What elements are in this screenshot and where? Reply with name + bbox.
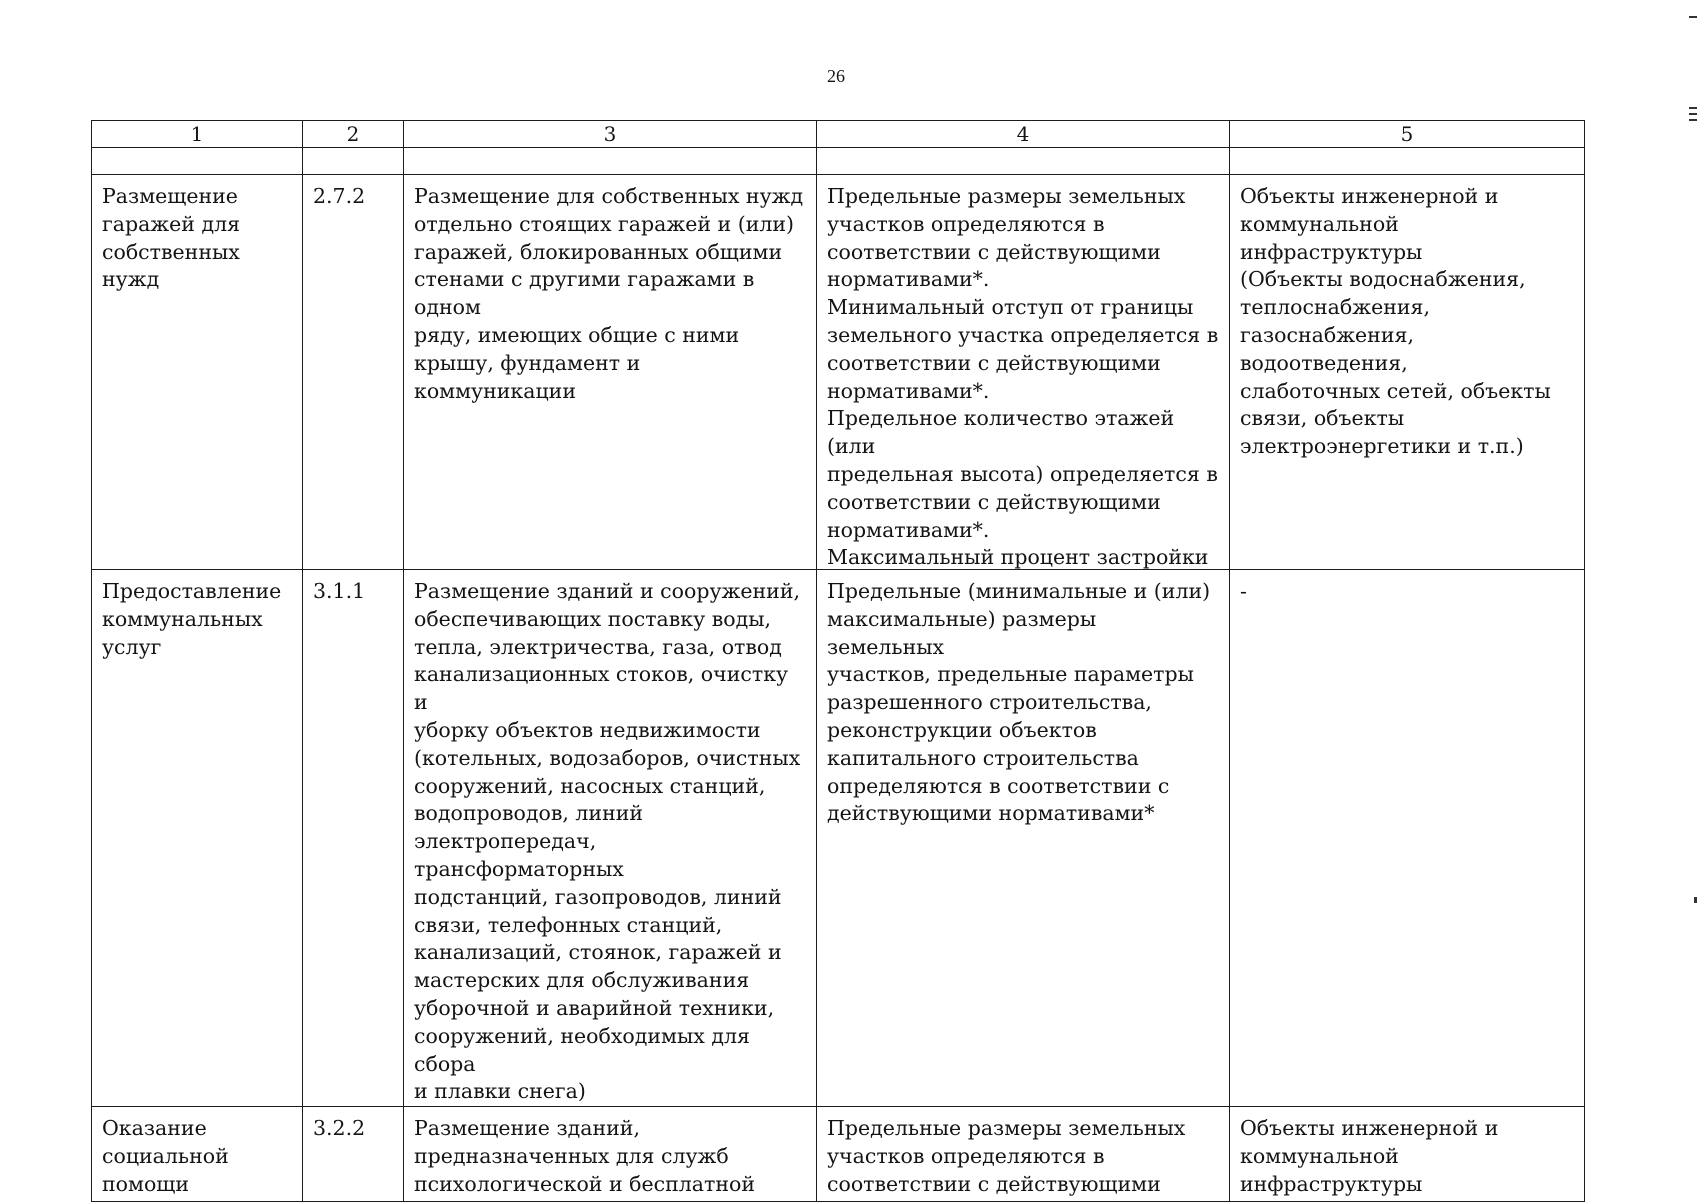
land-use-parameters-cell bbox=[817, 570, 1230, 1107]
land-use-code-cell bbox=[303, 570, 404, 1107]
spacer-row bbox=[92, 148, 1585, 175]
column-header: 3 bbox=[404, 121, 817, 148]
land-use-table bbox=[91, 120, 1585, 1202]
land-use-description-cell bbox=[404, 175, 817, 570]
empty-cell bbox=[92, 148, 303, 175]
land-use-code: 2.7.2 bbox=[313, 184, 366, 208]
land-use-name-cell bbox=[92, 570, 303, 1107]
land-use-parameters-cell bbox=[817, 175, 1230, 570]
page-number: 26 bbox=[827, 66, 845, 86]
land-use-code: 3.2.2 bbox=[313, 1116, 366, 1141]
land-use-description: Размещение для собственных нужд отдельно стоящих гаражей и (или) гаражей, блокированных общими стенами с другими гаражами в одном ряду, имеющих общие с ними крышу, фундамент и коммуникации bbox=[414, 184, 804, 403]
column-header: 5 bbox=[1230, 121, 1585, 148]
auxiliary-uses-cell bbox=[1230, 175, 1585, 570]
land-use-name-cell bbox=[92, 1107, 303, 1202]
land-use-code-cell bbox=[303, 175, 404, 570]
table-row bbox=[92, 570, 1585, 1107]
land-use-code: 3.1.1 bbox=[313, 579, 366, 603]
column-header: 2 bbox=[303, 121, 404, 148]
empty-cell bbox=[404, 148, 817, 175]
land-use-name-cell bbox=[92, 175, 303, 570]
auxiliary-uses: Объекты инженерной и коммунальной инфраструктуры bbox=[1240, 1116, 1499, 1196]
auxiliary-uses: Объекты инженерной и коммунальной инфраструктуры (Объекты водоснабжения, теплоснабжения, газоснабжения, водоотведения, слаботочных сетей, объекты связи, объекты электроэнергетики и т.п.) bbox=[1240, 184, 1551, 459]
land-use-parameters: Предельные размеры земельных участков определяются в соответствии с действующими bbox=[827, 1116, 1186, 1196]
column-header: 1 bbox=[92, 121, 303, 148]
land-use-description-cell bbox=[404, 570, 817, 1107]
auxiliary-uses: - bbox=[1240, 579, 1247, 603]
edge-scan-mark bbox=[1689, 113, 1697, 115]
auxiliary-uses-cell bbox=[1230, 570, 1585, 1107]
land-use-name: Размещение гаражей для собственных нужд bbox=[102, 184, 241, 292]
land-use-name: Оказание социальной помощи bbox=[102, 1116, 229, 1196]
empty-cell bbox=[1230, 148, 1585, 175]
table-row bbox=[92, 1107, 1585, 1202]
edge-scan-mark bbox=[1689, 119, 1697, 121]
land-use-description-cell bbox=[404, 1107, 817, 1202]
land-use-parameters: Предельные (минимальные и (или) максимальные) размеры земельных участков, предельные параметры разрешенного строительства, реконструкции объектов капитального строительства определяются в соответствии с действующими нормативами* bbox=[827, 579, 1211, 826]
header-row bbox=[92, 121, 1585, 148]
edge-scan-mark bbox=[1689, 16, 1697, 18]
auxiliary-uses-cell bbox=[1230, 1107, 1585, 1202]
empty-cell bbox=[303, 148, 404, 175]
land-use-code-cell bbox=[303, 1107, 404, 1202]
table-row bbox=[92, 175, 1585, 570]
land-use-description: Размещение зданий, предназначенных для служб психологической и бесплатной bbox=[414, 1116, 756, 1196]
land-use-name: Предоставление коммунальных услуг bbox=[102, 579, 282, 659]
land-use-description: Размещение зданий и сооружений, обеспечивающих поставку воды, тепла, электричества, газа, отвод канализационных стоков, очистку и уборку объектов недвижимости (котельных, водозаборов, очистных сооружений, насосных станций, водопроводов, линий электропередач, трансформаторных подстанций, газопроводов, линий связи, телефонных станций, канализаций, стоянок, гаражей и мастерских для обслуживания уборочной и аварийной техники, сооружений, необходимых для сбора и плавки снега) bbox=[414, 579, 801, 1104]
land-use-parameters: Предельные размеры земельных участков определяются в соответствии с действующими нормативами*. Минимальный отступ от границы земельного участка определяется в соответствии с действующими нормативами*. Предельное количество этажей (или предельная высота) определяется в соответствии с действующими нормативами*. Максимальный процент застройки bbox=[827, 184, 1219, 569]
column-header: 4 bbox=[817, 121, 1230, 148]
empty-cell bbox=[817, 148, 1230, 175]
edge-scan-mark bbox=[1689, 107, 1697, 109]
land-use-parameters-cell bbox=[817, 1107, 1230, 1202]
